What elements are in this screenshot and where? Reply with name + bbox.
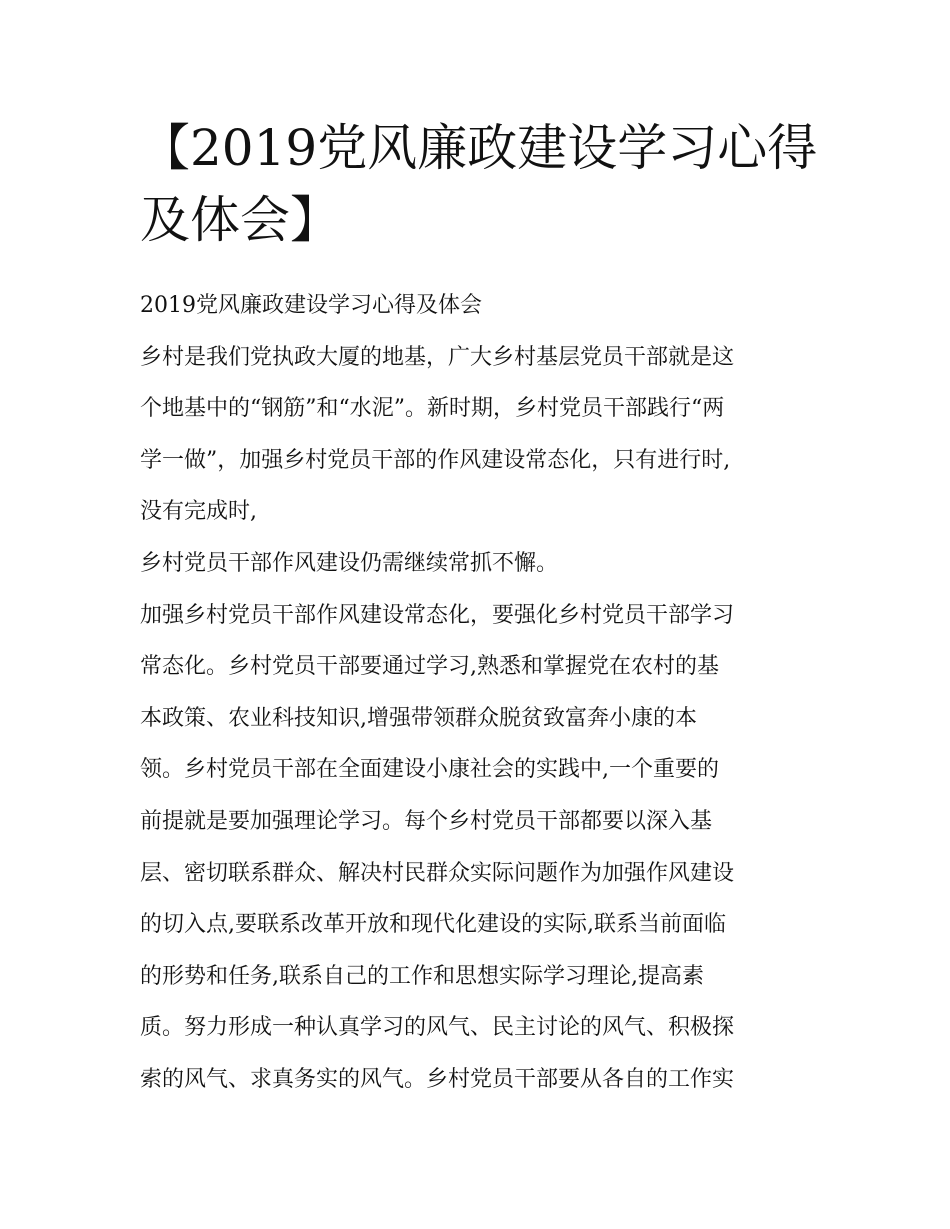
paragraph-line: 本政策、农业科技知识,增强带领群众脱贫致富奔小康的本: [140, 705, 697, 731]
title-line-2: 及体会】: [140, 191, 340, 249]
subtitle-line: 2019党风廉政建设学习心得及体会: [140, 293, 482, 318]
paragraph-line: 的切入点,要联系改革开放和现代化建设的实际,联系当前面临: [140, 912, 726, 938]
title-line-1: 【2019党风廉政建设学习心得: [140, 119, 818, 177]
paragraph-line: 常态化。乡村党员干部要通过学习,熟悉和掌握党在农村的基: [140, 654, 719, 680]
document-body: [140, 280, 820, 1106]
paragraph-line: 乡村党员干部作风建设仍需继续常抓不懈。: [140, 550, 559, 576]
paragraph-line: 学一做”，加强乡村党员干部的作风建设常态化，只有进行时,: [140, 447, 731, 473]
paragraph-line: 质。努力形成一种认真学习的风气、民主讨论的风气、积极探: [140, 1015, 735, 1041]
paragraph-line: 的形势和任务,联系自己的工作和思想实际学习理论,提高素: [140, 963, 704, 989]
paragraph-line: 领。乡村党员干部在全面建设小康社会的实践中,一个重要的: [140, 757, 719, 783]
paragraph-line: 加强乡村党员干部作风建设常态化，要强化乡村党员干部学习: [140, 602, 735, 628]
paragraph-line: 乡村是我们党执政大厦的地基，广大乡村基层党员干部就是这: [140, 344, 735, 370]
paragraph-line: 层、密切联系群众、解决村民群众实际问题作为加强作风建设: [140, 860, 735, 886]
paragraph-line: 索的风气、求真务实的风气。乡村党员干部要从各自的工作实: [140, 1066, 735, 1092]
paragraph-line: 前提就是要加强理论学习。每个乡村党员干部都要以深入基: [140, 808, 713, 834]
paragraph-line: 个地基中的“钢筋”和“水泥”。新时期，乡村党员干部践行“两: [140, 396, 725, 422]
document-title: [140, 112, 820, 256]
paragraph-line: 没有完成时,: [140, 499, 257, 525]
